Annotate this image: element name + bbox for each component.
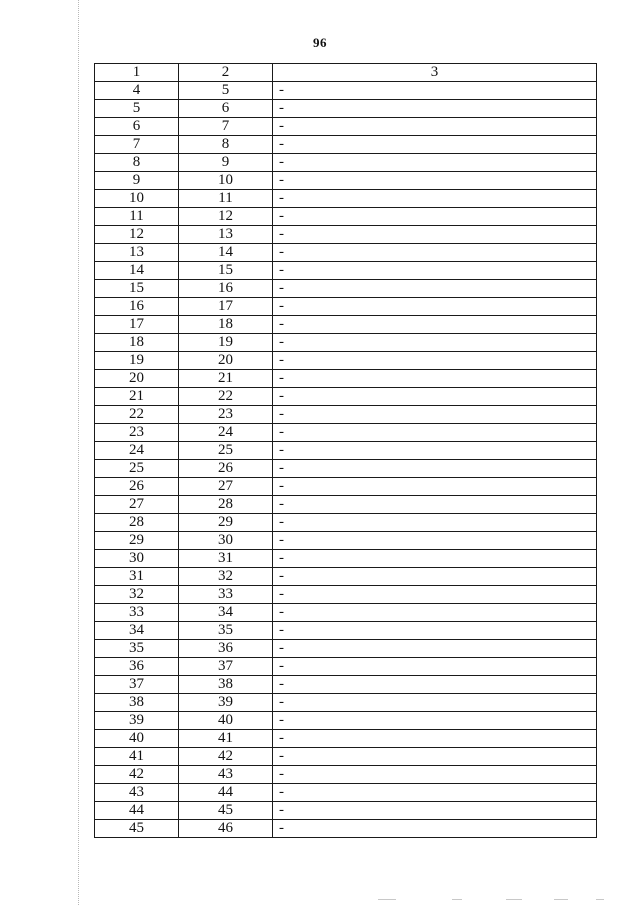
- table-cell-col-2: 34: [179, 604, 273, 622]
- table-cell-col-3: -: [273, 190, 597, 208]
- table-row: [95, 622, 597, 640]
- table-cell-col-2: 13: [179, 226, 273, 244]
- table-cell-col-3: -: [273, 694, 597, 712]
- table-cell-col-1: 17: [95, 316, 179, 334]
- table-cell-col-2: 20: [179, 352, 273, 370]
- table-cell-col-1: 31: [95, 568, 179, 586]
- table-cell-col-2: 12: [179, 208, 273, 226]
- table-row: [95, 604, 597, 622]
- table-row: [95, 784, 597, 802]
- table-cell-col-3: -: [273, 550, 597, 568]
- table-cell-col-3: -: [273, 298, 597, 316]
- table-row: [95, 190, 597, 208]
- table-cell-col-3: -: [273, 514, 597, 532]
- table-cell-col-1: 39: [95, 712, 179, 730]
- table-row: [95, 226, 597, 244]
- table-cell-col-3: -: [273, 424, 597, 442]
- table-cell-col-2: 29: [179, 514, 273, 532]
- table-cell-col-3: -: [273, 82, 597, 100]
- table-row: [95, 730, 597, 748]
- table-cell-col-3: -: [273, 352, 597, 370]
- table-row: [95, 640, 597, 658]
- table-cell-col-2: 35: [179, 622, 273, 640]
- table-cell-col-3: -: [273, 496, 597, 514]
- table-cell-col-1: 6: [95, 118, 179, 136]
- table-cell-col-2: 15: [179, 262, 273, 280]
- table-cell-col-3: -: [273, 442, 597, 460]
- table-cell-col-1: 23: [95, 424, 179, 442]
- table-cell-col-3: -: [273, 766, 597, 784]
- table-cell-col-1: 29: [95, 532, 179, 550]
- table-cell-col-3: -: [273, 730, 597, 748]
- table-cell-col-2: 39: [179, 694, 273, 712]
- header-cell-2: 2: [179, 64, 273, 82]
- header-cell-1: 1: [95, 64, 179, 82]
- table-cell-col-3: -: [273, 748, 597, 766]
- table-cell-col-1: 33: [95, 604, 179, 622]
- table-cell-col-1: 14: [95, 262, 179, 280]
- table-cell-col-1: 35: [95, 640, 179, 658]
- table-cell-col-2: 21: [179, 370, 273, 388]
- table-cell-col-1: 26: [95, 478, 179, 496]
- table-cell-col-2: 18: [179, 316, 273, 334]
- table-cell-col-1: 18: [95, 334, 179, 352]
- table-cell-col-1: 41: [95, 748, 179, 766]
- table-cell-col-3: -: [273, 334, 597, 352]
- table-row: [95, 748, 597, 766]
- table-cell-col-2: 40: [179, 712, 273, 730]
- table-row: [95, 244, 597, 262]
- table-row: [95, 208, 597, 226]
- table-row: [95, 766, 597, 784]
- table-row: [95, 802, 597, 820]
- table-cell-col-3: -: [273, 100, 597, 118]
- table-cell-col-2: 11: [179, 190, 273, 208]
- table-cell-col-2: 23: [179, 406, 273, 424]
- table-row: [95, 676, 597, 694]
- table-row: [95, 352, 597, 370]
- table-cell-col-3: -: [273, 136, 597, 154]
- table-cell-col-2: 37: [179, 658, 273, 676]
- table-cell-col-3: -: [273, 568, 597, 586]
- table-row: [95, 478, 597, 496]
- table-cell-col-2: 5: [179, 82, 273, 100]
- table-cell-col-3: -: [273, 208, 597, 226]
- table-cell-col-2: 44: [179, 784, 273, 802]
- table-cell-col-2: 8: [179, 136, 273, 154]
- table-cell-col-2: 41: [179, 730, 273, 748]
- table-cell-col-2: 45: [179, 802, 273, 820]
- table-cell-col-2: 27: [179, 478, 273, 496]
- table-cell-col-2: 43: [179, 766, 273, 784]
- table-cell-col-3: -: [273, 640, 597, 658]
- table-cell-col-2: 32: [179, 568, 273, 586]
- table-cell-col-3: -: [273, 820, 597, 838]
- table-cell-col-1: 10: [95, 190, 179, 208]
- table-cell-col-2: 19: [179, 334, 273, 352]
- table-cell-col-1: 8: [95, 154, 179, 172]
- table-row: [95, 406, 597, 424]
- data-table: [94, 63, 597, 838]
- table-cell-col-1: 13: [95, 244, 179, 262]
- table-cell-col-2: 26: [179, 460, 273, 478]
- table-body: [95, 64, 597, 838]
- scan-artifact-marks: [370, 899, 620, 902]
- table-cell-col-3: -: [273, 226, 597, 244]
- table-row: [95, 496, 597, 514]
- table-cell-col-1: 34: [95, 622, 179, 640]
- page-number: 96: [313, 35, 327, 50]
- table-cell-col-3: -: [273, 460, 597, 478]
- table-row: [95, 658, 597, 676]
- table-cell-col-1: 25: [95, 460, 179, 478]
- table-cell-col-1: 16: [95, 298, 179, 316]
- table-cell-col-2: 36: [179, 640, 273, 658]
- table-cell-col-1: 30: [95, 550, 179, 568]
- table-cell-col-1: 36: [95, 658, 179, 676]
- table-row: [95, 118, 597, 136]
- table-cell-col-3: -: [273, 676, 597, 694]
- table-cell-col-3: -: [273, 712, 597, 730]
- table-row: [95, 694, 597, 712]
- table-cell-col-3: -: [273, 388, 597, 406]
- table-row: [95, 280, 597, 298]
- table-row: [95, 262, 597, 280]
- table-cell-col-1: 32: [95, 586, 179, 604]
- table-row: [95, 460, 597, 478]
- table-cell-col-2: 10: [179, 172, 273, 190]
- table-cell-col-2: 16: [179, 280, 273, 298]
- table-cell-col-2: 46: [179, 820, 273, 838]
- table-cell-col-3: -: [273, 604, 597, 622]
- table-cell-col-3: -: [273, 784, 597, 802]
- table-cell-col-1: 11: [95, 208, 179, 226]
- table-cell-col-1: 45: [95, 820, 179, 838]
- table-cell-col-3: -: [273, 262, 597, 280]
- table-cell-col-1: 43: [95, 784, 179, 802]
- table-row: [95, 154, 597, 172]
- table-row: [95, 586, 597, 604]
- table-row: [95, 172, 597, 190]
- table-row: [95, 514, 597, 532]
- table-row: [95, 334, 597, 352]
- binding-margin-line: [78, 0, 79, 905]
- table-row: [95, 424, 597, 442]
- table-cell-col-1: 4: [95, 82, 179, 100]
- table-cell-col-3: -: [273, 316, 597, 334]
- table-row: [95, 820, 597, 838]
- table-cell-col-3: -: [273, 154, 597, 172]
- table-cell-col-1: 9: [95, 172, 179, 190]
- table-cell-col-1: 22: [95, 406, 179, 424]
- table-row: [95, 298, 597, 316]
- table-cell-col-3: -: [273, 370, 597, 388]
- table-cell-col-3: -: [273, 532, 597, 550]
- table-cell-col-2: 22: [179, 388, 273, 406]
- table-cell-col-1: 37: [95, 676, 179, 694]
- table-cell-col-2: 30: [179, 532, 273, 550]
- table-cell-col-2: 14: [179, 244, 273, 262]
- table-row: [95, 568, 597, 586]
- table-row: [95, 550, 597, 568]
- table-cell-col-2: 17: [179, 298, 273, 316]
- table-cell-col-2: 31: [179, 550, 273, 568]
- table-cell-col-1: 19: [95, 352, 179, 370]
- table-cell-col-3: -: [273, 622, 597, 640]
- table-cell-col-1: 15: [95, 280, 179, 298]
- table-cell-col-1: 12: [95, 226, 179, 244]
- table-cell-col-2: 9: [179, 154, 273, 172]
- table-cell-col-1: 44: [95, 802, 179, 820]
- table-cell-col-1: 21: [95, 388, 179, 406]
- table-cell-col-2: 33: [179, 586, 273, 604]
- table-cell-col-3: -: [273, 406, 597, 424]
- table-row: [95, 388, 597, 406]
- table-cell-col-3: -: [273, 478, 597, 496]
- table-row: [95, 316, 597, 334]
- table-cell-col-3: -: [273, 172, 597, 190]
- table-row: [95, 532, 597, 550]
- table-row: [95, 100, 597, 118]
- table-cell-col-1: 40: [95, 730, 179, 748]
- table-cell-col-2: 42: [179, 748, 273, 766]
- table-cell-col-2: 6: [179, 100, 273, 118]
- table-cell-col-3: -: [273, 586, 597, 604]
- table-cell-col-2: 38: [179, 676, 273, 694]
- table-cell-col-2: 24: [179, 424, 273, 442]
- table-cell-col-1: 5: [95, 100, 179, 118]
- table-cell-col-3: -: [273, 118, 597, 136]
- table-header-row: [95, 64, 597, 82]
- table-cell-col-3: -: [273, 802, 597, 820]
- table-row: [95, 136, 597, 154]
- table-cell-col-1: 20: [95, 370, 179, 388]
- table-cell-col-2: 28: [179, 496, 273, 514]
- table-cell-col-1: 42: [95, 766, 179, 784]
- table-cell-col-3: -: [273, 244, 597, 262]
- table-cell-col-1: 27: [95, 496, 179, 514]
- table-cell-col-1: 28: [95, 514, 179, 532]
- table-cell-col-3: -: [273, 658, 597, 676]
- table-cell-col-3: -: [273, 280, 597, 298]
- table-cell-col-1: 38: [95, 694, 179, 712]
- table-cell-col-1: 7: [95, 136, 179, 154]
- table-row: [95, 712, 597, 730]
- table-row: [95, 442, 597, 460]
- table-row: [95, 370, 597, 388]
- table-cell-col-2: 25: [179, 442, 273, 460]
- table-cell-col-1: 24: [95, 442, 179, 460]
- table-row: [95, 82, 597, 100]
- header-cell-3: 3: [273, 64, 597, 82]
- table-cell-col-2: 7: [179, 118, 273, 136]
